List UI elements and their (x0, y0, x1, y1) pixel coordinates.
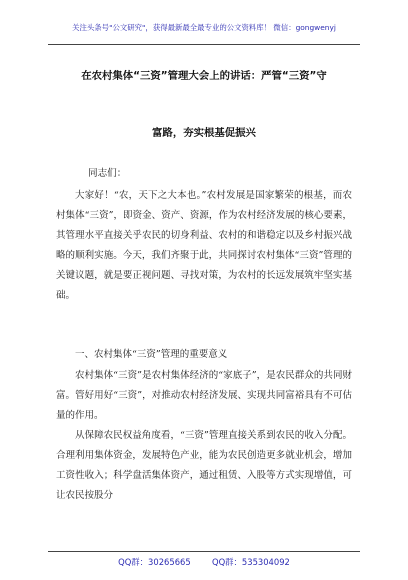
body-paragraph-2: 农村集体“三资”是农村集体经济的“家底子”，是农民群众的共同财富。管好用好“三资”，对推动农村经济发展、实现共同富裕具有不可估量的作用。 (56, 370, 352, 421)
document-title-line-2: 富路，夯实根基促振兴 (152, 127, 256, 139)
header-divider (48, 44, 360, 45)
salutation: 同志们： (88, 168, 127, 179)
header-note: 关注头条号"公文研究"，获得最新最全最专业的公文资料库！ 微信：gongwenyj (72, 23, 336, 32)
body-paragraph-1: 大家好！“农，天下之大本也。”农村发展是国家繁荣的根基，而农村集体“三资”，即资金、资产、资源，作为农村经济发展的核心要素，其管理水平直接关乎农民的切身利益、农村的和谐稳定以及乡村振兴战略的顺利实施。今天，我们齐聚于此，共同探讨农村集体“三资”管理的关键议题，就是要正视问题、寻找对策，为农村的长远发展筑牢坚实基础。 (56, 190, 352, 301)
footer-contact: QQ群：30265665 QQ群：535304092 (118, 557, 290, 567)
section-heading-1: 一、农村集体“三资”管理的重要意义 (75, 349, 228, 360)
footer-divider (48, 551, 360, 552)
body-paragraph-3: 从保障农民权益角度看，“三资”管理直接关系到农民的收入分配。合理利用集体资金，发展特色产业，能为农民创造更多就业机会，增加工资性收入；科学盘活集体资产，通过租赁、入股等方式实现增值，可让农民按股分 (56, 430, 352, 501)
document-title-line-1: 在农村集体“三资”管理大会上的讲话：严管“三资”守 (81, 70, 327, 82)
